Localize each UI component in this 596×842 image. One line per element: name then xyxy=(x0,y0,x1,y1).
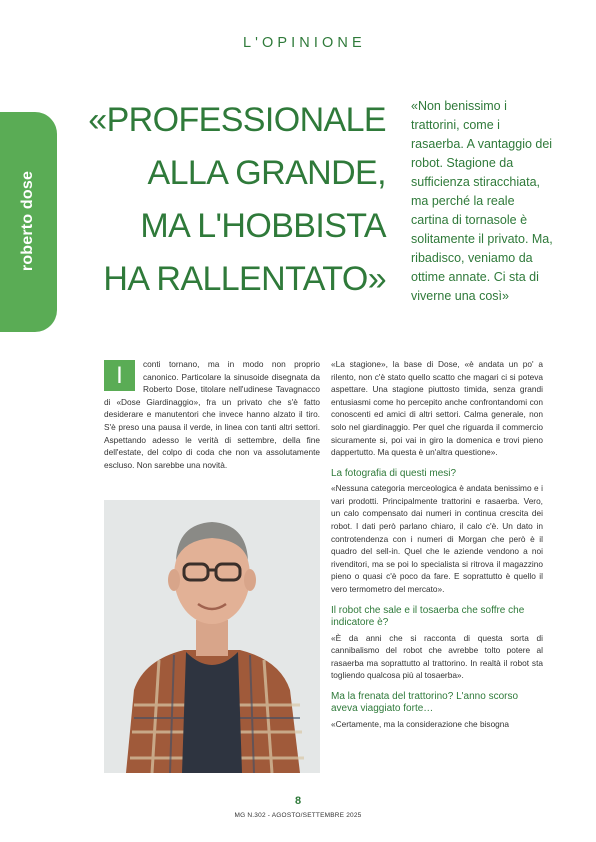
answer-paragraph: «Nessuna categoria merceologica è andata benissimo e i vari prodotti. Principalmente trattorini e rasaerba. Vero, un calo compensato dai numeri in continua crescita dei robot. I dati però parlano chiaro, il calo c'è. Un dato in controtendenza con i numeri di Morgan che però è il quadro del sell-in. Quel che le aziende vendono a noi rivenditori, ma se poi lo specialista si ritrova il magazzino pieno o quasi c'è poco da fare. E soprattutto è quello il vero termometro del mercato». xyxy=(331,483,543,594)
headline-line: HA RALLENTATO» xyxy=(103,260,386,298)
headline-line: ALLA GRANDE, xyxy=(147,154,386,192)
paragraph: «La stagione», la base di Dose, «è andata un po' a rilento, non c'è stato quello scatto che magari ci si poteva aspettare. Una stagione piuttosto timida, senza grandi entusiasmi come ho percepito anche confrontandomi con conoscenti ed amici di altri settori. Calma generale, non solo nel giardinaggio. Per quel che riguarda il commercio sicuramente si, poi vai in giro la domenica e trovi pieno dappertutto. Ma questa è un'altra questione». xyxy=(331,359,543,458)
author-name-vertical: roberto dose xyxy=(19,170,36,272)
answer-paragraph: «È da anni che si racconta di questa sorta di cannibalismo del robot che avrebbe tolto potere al rasaerba ma soprattutto al trattorino. In realtà il robot sta togliendo qualcosa più al tosaerba». xyxy=(331,632,543,681)
issue-info: MG N.302 - AGOSTO/SETTEMBRE 2025 xyxy=(234,812,362,819)
portrait-photo xyxy=(104,500,320,773)
headline-line: MA L'HOBBISTA xyxy=(140,207,386,245)
pull-quote: «Non benissimo i trattorini, come i rasaerba. A vantaggio dei robot. Stagione da sufficienza stiracchiata, ma perché la reale cartina di tornasole è solitamente il privato. Ma, ribadisco, veniamo da ottime annate. Ci sta di viverne una così» xyxy=(411,99,553,303)
right-column xyxy=(331,358,543,731)
author-side-tab xyxy=(0,112,57,332)
drop-cap: I xyxy=(104,360,135,391)
question-heading: Ma la frenata del trattorino? L'anno scorso aveva viaggiato forte… xyxy=(331,690,519,715)
headline-line: «PROFESSIONALE xyxy=(88,101,386,139)
intro-paragraph: conti tornano, ma in modo non proprio canonico. Particolare la sinusoide disegnata da Roberto Dose, titolare nell'udinese Tavagnacco di «Dose Giardinaggio», fra un privato che s'è fatto desiderare e manutentori che invece hanno alzato il tiro. S'è preso una pausa il verde, in linea con tanti altri settori. Aspettando adesso le verità di settembre, della fine dell'estate, del colpo di coda che non va assolutamente escluso. Non sarebbe una novità. xyxy=(104,359,320,470)
headline xyxy=(84,94,386,306)
question-heading: Il robot che sale e il tosaerba che soffre che indicatore è? xyxy=(331,604,525,629)
left-column xyxy=(104,358,320,471)
page-number: 8 xyxy=(294,795,302,807)
answer-paragraph: «Certamente, ma la considerazione che bisogna xyxy=(331,718,510,729)
question-heading: La fotografia di questi mesi? xyxy=(331,467,457,479)
section-label: L'OPINIONE xyxy=(243,35,366,51)
